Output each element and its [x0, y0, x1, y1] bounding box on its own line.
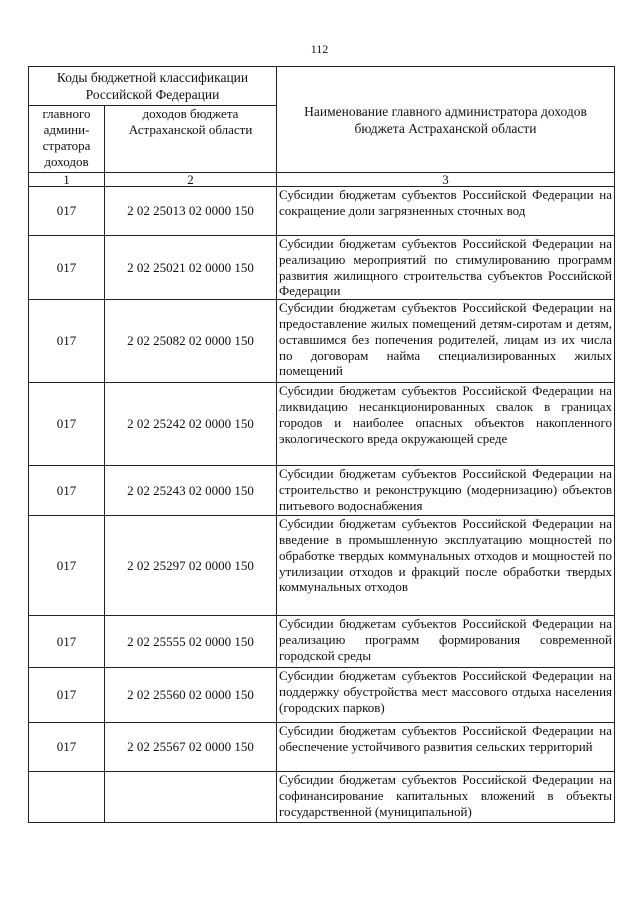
table-row — [29, 187, 615, 236]
description-cell: Субсидии бюджетам субъектов Российской Федерации на реализацию программ формирования современной городской среды — [277, 616, 615, 668]
budget-code-cell: 2 02 25021 02 0000 150 — [105, 236, 277, 300]
header-codes-group: Коды бюджетной классификации Российской Федерации — [29, 67, 277, 106]
description-cell: Субсидии бюджетам субъектов Российской Федерации на строительство и реконструкцию (модернизацию) объектов питьевого водоснабжения — [277, 466, 615, 516]
table-row — [29, 300, 615, 383]
column-number: 1 — [29, 173, 105, 187]
description-cell: Субсидии бюджетам субъектов Российской Федерации на реализацию мероприятий по стимулированию программ развития жилищного строительства субъектов Российской Федерации — [277, 236, 615, 300]
admin-code-cell: 017 — [29, 516, 105, 616]
table-row — [29, 466, 615, 516]
admin-code-cell: 017 — [29, 723, 105, 772]
table-row — [29, 772, 615, 823]
column-number-row — [29, 173, 615, 187]
admin-code-cell: 017 — [29, 616, 105, 668]
column-number: 3 — [277, 173, 615, 187]
admin-code-cell — [29, 772, 105, 823]
admin-code-cell: 017 — [29, 383, 105, 466]
admin-code-cell: 017 — [29, 300, 105, 383]
table-row — [29, 723, 615, 772]
table-row — [29, 616, 615, 668]
budget-code-cell: 2 02 25567 02 0000 150 — [105, 723, 277, 772]
header-row — [29, 67, 615, 106]
admin-code-cell: 017 — [29, 668, 105, 723]
table-row — [29, 668, 615, 723]
table-row — [29, 236, 615, 300]
budget-code-cell: 2 02 25560 02 0000 150 — [105, 668, 277, 723]
budget-code-cell: 2 02 25082 02 0000 150 — [105, 300, 277, 383]
page-number: 112 — [310, 42, 329, 56]
budget-code-cell: 2 02 25297 02 0000 150 — [105, 516, 277, 616]
description-cell: Субсидии бюджетам субъектов Российской Федерации на сокращение доли загрязненных сточных вод — [277, 187, 615, 236]
table-row — [29, 383, 615, 466]
description-cell: Субсидии бюджетам субъектов Российской Федерации на софинансирование капитальных вложений в объекты государственной (муниципальной) — [277, 772, 615, 823]
admin-code-cell: 017 — [29, 236, 105, 300]
header-income-column: доходов бюджета Астраханской области — [105, 106, 277, 173]
budget-code-cell: 2 02 25555 02 0000 150 — [105, 616, 277, 668]
description-cell: Субсидии бюджетам субъектов Российской Федерации на поддержку обустройства мест массового отдыха населения (городских парков) — [277, 668, 615, 723]
budget-code-cell — [105, 772, 277, 823]
budget-code-cell: 2 02 25013 02 0000 150 — [105, 187, 277, 236]
column-number: 2 — [105, 173, 277, 187]
admin-code-cell: 017 — [29, 466, 105, 516]
admin-code-cell: 017 — [29, 187, 105, 236]
header-name-column: Наименование главного администратора доходов бюджета Астраханской области — [277, 67, 615, 173]
budget-code-cell: 2 02 25243 02 0000 150 — [105, 466, 277, 516]
description-cell: Субсидии бюджетам субъектов Российской Федерации на ликвидацию несанкционированных свалок в границах городов и наиболее опасных объектов накопленного экологического вреда окружающей среде — [277, 383, 615, 466]
budget-codes-table — [28, 66, 615, 823]
budget-code-cell: 2 02 25242 02 0000 150 — [105, 383, 277, 466]
description-cell: Субсидии бюджетам субъектов Российской Федерации на обеспечение устойчивого развития сельских территорий — [277, 723, 615, 772]
description-cell: Субсидии бюджетам субъектов Российской Федерации на предоставление жилых помещений детям-сиротам и детям, оставшимся без попечения родителей, лицам из их числа по договорам найма специализированных жилых помещений — [277, 300, 615, 383]
header-admin-column: главного админи-стратора доходов — [29, 106, 105, 173]
description-cell: Субсидии бюджетам субъектов Российской Федерации на введение в промышленную эксплуатацию мощностей по обработке твердых коммунальных отходов и мощностей по утилизации отходов и фракций после обработки твердых коммунальных отходов — [277, 516, 615, 616]
table-row — [29, 516, 615, 616]
